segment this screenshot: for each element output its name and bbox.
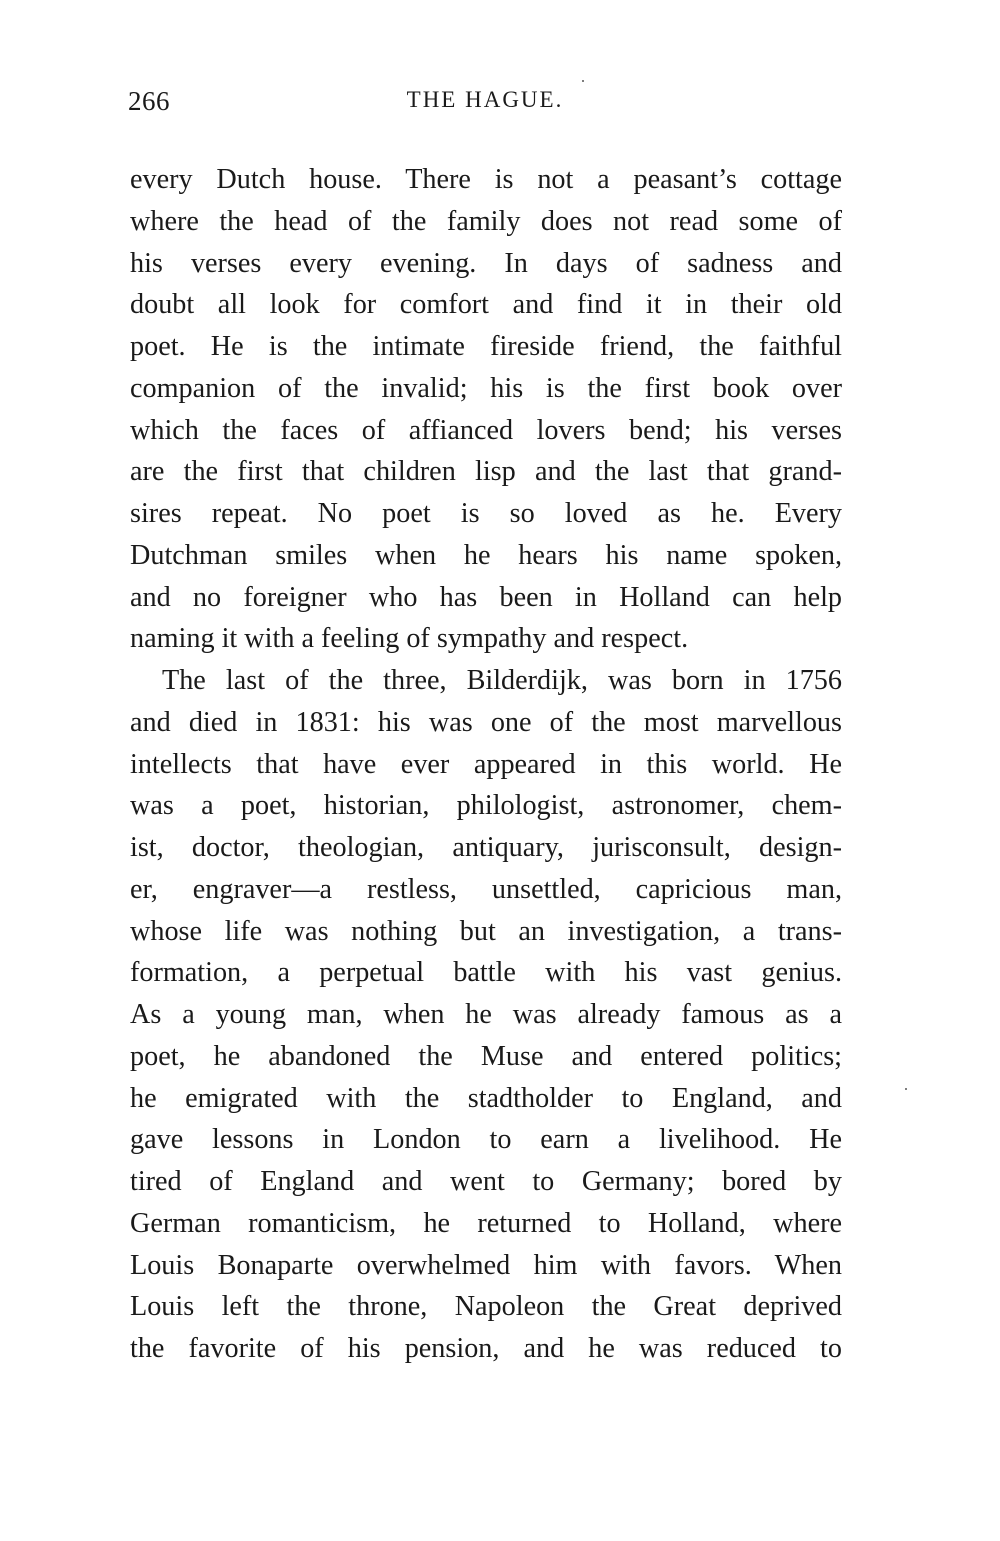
text-line: his verses every evening. In days of sadness and bbox=[130, 247, 842, 279]
text-line: every Dutch house. There is not a peasant’s cottage bbox=[130, 164, 842, 195]
text-line: German romanticism, he returned to Holland, where bbox=[130, 1207, 842, 1239]
text-line: doubt all look for comfort and find it in their old bbox=[130, 289, 842, 321]
text-line: the favorite of his pension, and he was reduced to bbox=[130, 1333, 842, 1364]
text-line: Louis Bonaparte overwhelmed him with favors. When bbox=[130, 1249, 842, 1281]
paragraph-2 bbox=[130, 660, 842, 1370]
text-line: whose life was nothing but an investigation, a trans- bbox=[130, 915, 842, 947]
text-line: naming it with a feeling of sympathy and respect. bbox=[130, 623, 689, 655]
text-line: tired of England and went to Germany; bored by bbox=[130, 1166, 842, 1197]
text-line: where the head of the family does not read some of bbox=[130, 205, 842, 237]
print-speck bbox=[905, 1088, 907, 1090]
text-line: and no foreigner who has been in Holland can help bbox=[130, 581, 842, 613]
text-line: and died in 1831: his was one of the most marvellous bbox=[130, 706, 842, 738]
paragraph-1 bbox=[130, 159, 842, 660]
text-line: was a poet, historian, philologist, astronomer, chem- bbox=[130, 790, 842, 822]
text-line: gave lessons in London to earn a livelihood. He bbox=[130, 1124, 842, 1156]
text-line: poet. He is the intimate fireside friend, the faithful bbox=[130, 331, 842, 362]
body-text bbox=[130, 159, 842, 1370]
running-head: THE HAGUE. bbox=[406, 87, 564, 112]
text-line: Louis left the throne, Napoleon the Great deprived bbox=[130, 1291, 842, 1323]
text-line: sires repeat. No poet is so loved as he. Every bbox=[130, 498, 842, 529]
text-line: As a young man, when he was already famous as a bbox=[130, 999, 842, 1030]
page-number: 266 bbox=[128, 86, 170, 116]
text-line: formation, a perpetual battle with his vast genius. bbox=[130, 957, 842, 989]
text-line: he emigrated with the stadtholder to England, and bbox=[130, 1082, 842, 1114]
text-line: er, engraver—a restless, unsettled, capricious man, bbox=[130, 873, 842, 905]
text-line: poet, he abandoned the Muse and entered politics; bbox=[130, 1040, 842, 1072]
text-line: are the first that children lisp and the last that grand- bbox=[130, 456, 842, 488]
text-line: Dutchman smiles when he hears his name spoken, bbox=[130, 539, 842, 571]
print-speck bbox=[582, 80, 584, 82]
page-header bbox=[128, 86, 842, 126]
text-line: The last of the three, Bilderdijk, was born in 1756 bbox=[162, 665, 842, 696]
text-line: companion of the invalid; his is the first book over bbox=[130, 372, 842, 404]
text-line: which the faces of affianced lovers bend; his verses bbox=[130, 414, 842, 446]
text-line: intellects that have ever appeared in this world. He bbox=[130, 748, 842, 780]
text-line: ist, doctor, theologian, antiquary, jurisconsult, design- bbox=[130, 832, 842, 863]
